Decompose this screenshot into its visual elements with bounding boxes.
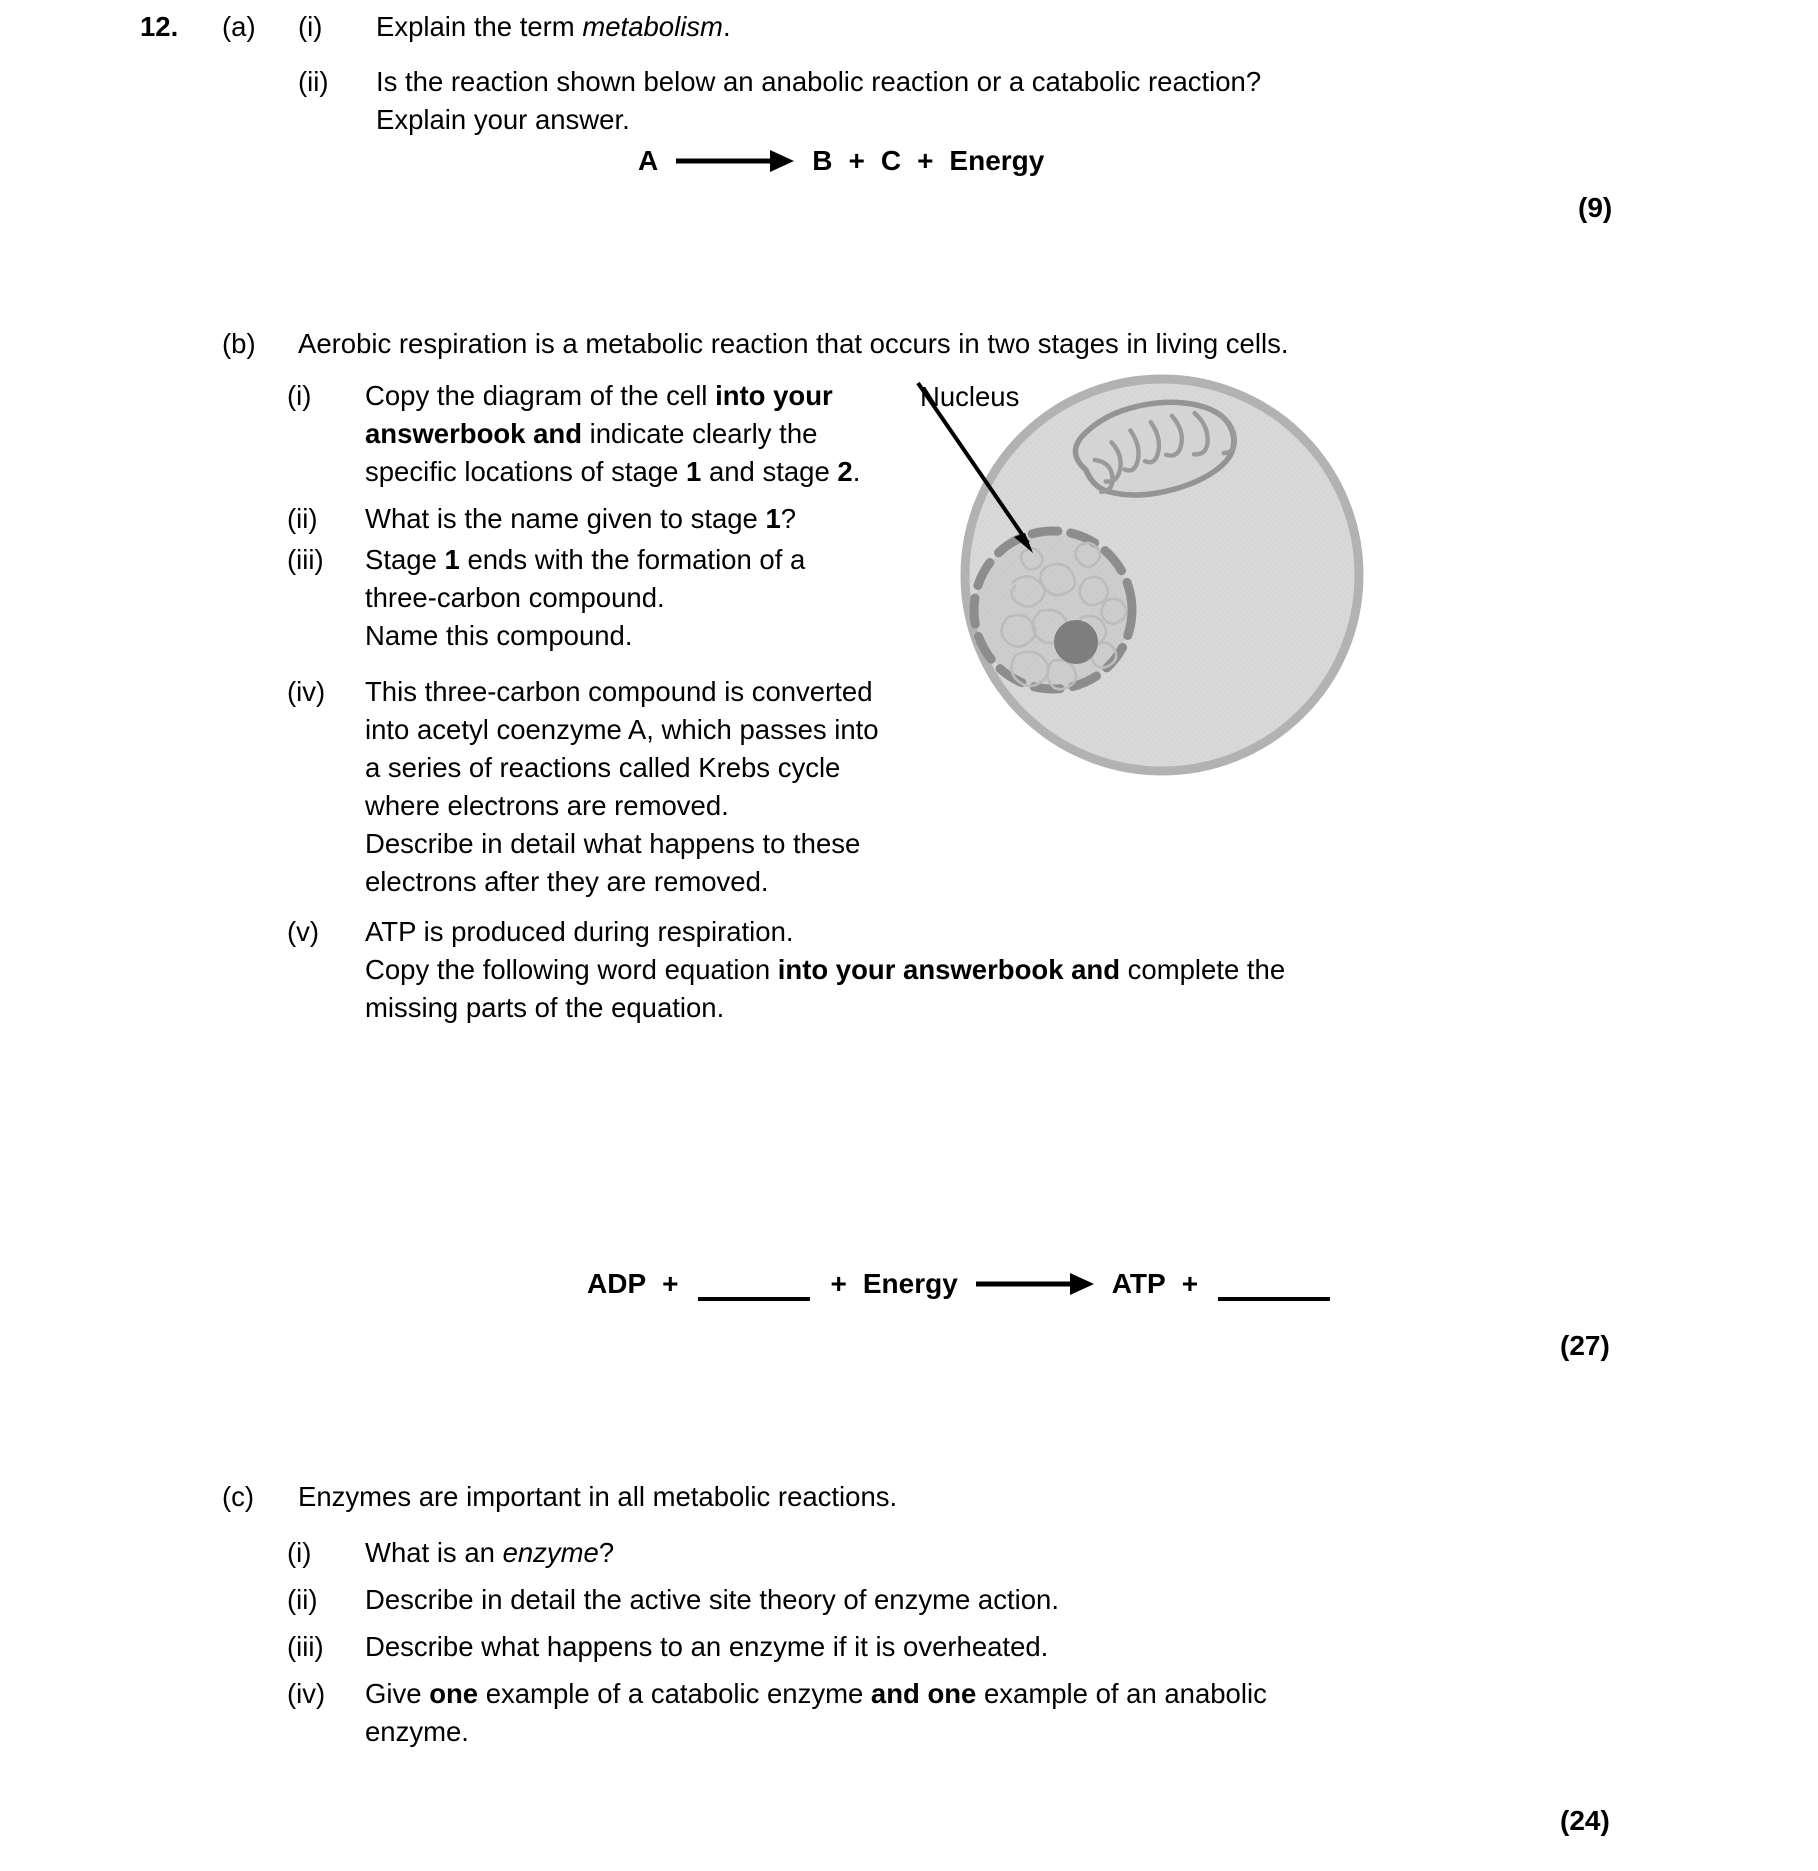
plus-sign: + [830, 1268, 847, 1299]
roman-b-i: (i) [287, 380, 312, 411]
text-run: specific locations of stage [365, 456, 687, 487]
row [287, 1534, 1547, 1572]
roman-b-iii: (iii) [287, 544, 324, 575]
part-b-i-text [365, 377, 907, 491]
marks-part-c: (24) [1560, 1805, 1610, 1836]
nucleolus [1054, 620, 1098, 664]
marks-part-a: (9) [1578, 192, 1613, 223]
text-line [365, 415, 907, 453]
part-a-item-ii [140, 63, 1540, 139]
text-line [365, 377, 907, 415]
part-c-item-ii [287, 1581, 1547, 1619]
text-run: Copy the following word equation [365, 954, 778, 985]
text-line [376, 8, 1540, 46]
text-line: Is the reaction shown below an anabolic reaction or a catabolic reaction? [376, 66, 1262, 97]
equation-catabolic [636, 145, 1046, 177]
part-c-item-iv [287, 1675, 1587, 1751]
blank-field-1[interactable] [698, 1271, 810, 1301]
row [287, 913, 1547, 1027]
row [287, 541, 907, 655]
product-b: B [812, 145, 833, 176]
text-line: Name this compound. [365, 620, 633, 651]
roman-c-iv: (iv) [287, 1678, 326, 1709]
part-b-iv-text [365, 673, 947, 901]
part-b-v-text [365, 913, 1547, 1027]
blank-field-2[interactable] [1218, 1271, 1330, 1301]
text-line: enzyme. [365, 1716, 469, 1747]
part-b-item-i [287, 377, 907, 491]
part-letter-a: (a) [222, 11, 256, 42]
text-run-bold: into your [715, 380, 833, 411]
product-atp: ATP [1111, 1268, 1166, 1299]
equation-atp [585, 1268, 1336, 1300]
part-c-iii-text: Describe what happens to an enzyme if it is overheated. [365, 1631, 1049, 1662]
text-line: three-carbon compound. [365, 582, 665, 613]
roman-a-i: (i) [298, 11, 323, 42]
text-run: . [852, 456, 861, 487]
text-run: Explain the term [376, 11, 583, 42]
part-c-stem-row [140, 1478, 1560, 1516]
text-run: ? [780, 503, 797, 534]
roman-b-iv: (iv) [287, 676, 326, 707]
row [287, 500, 907, 538]
row [287, 673, 947, 901]
roman-c-ii: (ii) [287, 1584, 318, 1615]
text-run-bold: 2 [837, 456, 853, 487]
part-b-item-iii [287, 541, 907, 655]
plus-sign: + [848, 145, 865, 176]
text-run-bold: and one [870, 1678, 977, 1709]
roman-b-ii: (ii) [287, 503, 318, 534]
text-run-bold: into your answerbook and [777, 954, 1121, 985]
text-line [365, 500, 907, 538]
text-run: What is an [365, 1537, 503, 1568]
part-c-stem-text: Enzymes are important in all metabolic reactions. [298, 1481, 898, 1512]
text-run: complete the [1120, 954, 1286, 985]
text-run-italic: metabolism [582, 11, 723, 42]
question-part-a [140, 8, 1540, 139]
cell-svg [900, 355, 1420, 785]
text-line: into acetyl coenzyme A, which passes into [365, 714, 879, 745]
text-run: Stage [365, 544, 445, 575]
text-line: missing parts of the equation. [365, 992, 725, 1023]
text-run: indicate clearly the [582, 418, 818, 449]
question-number: 12. [140, 11, 179, 42]
part-b-item-v [287, 913, 1547, 1027]
part-c-item-iii [287, 1628, 1547, 1666]
plus-sign: + [662, 1268, 679, 1299]
text-run-bold: 1 [686, 456, 702, 487]
row [287, 1581, 1547, 1619]
part-c-ii-text: Describe in detail the active site theory of enzyme action. [365, 1584, 1059, 1615]
text-run: . [722, 11, 731, 42]
part-b-item-iv [287, 673, 947, 901]
nucleus-label: Nucleus [920, 381, 1020, 412]
text-line: ATP is produced during respiration. [365, 916, 794, 947]
row [287, 377, 907, 491]
text-run: example of an anabolic [976, 1678, 1267, 1709]
text-line: Explain your answer. [376, 104, 630, 135]
roman-a-ii: (ii) [298, 66, 329, 97]
part-letter-c: (c) [222, 1481, 255, 1512]
part-a-ii-text [376, 63, 1540, 139]
text-run: and stage [701, 456, 838, 487]
question-part-c-stem [140, 1478, 1560, 1516]
text-run: ends with the formation of a [459, 544, 806, 575]
text-line [365, 1675, 1587, 1713]
part-c-iv-text [365, 1675, 1587, 1751]
roman-b-v: (v) [287, 916, 320, 947]
part-b-iii-text [365, 541, 907, 655]
part-a-i-text [376, 8, 1540, 46]
text-line [365, 951, 1547, 989]
part-b-item-ii [287, 500, 907, 538]
product-energy: Energy [949, 145, 1045, 176]
text-run-italic: enzyme [502, 1537, 599, 1568]
text-line [365, 1534, 1547, 1572]
text-run-bold: one [429, 1678, 479, 1709]
text-line: This three-carbon compound is converted [365, 676, 873, 707]
text-line [365, 541, 907, 579]
marks-part-b: (27) [1560, 1330, 1610, 1361]
text-run-bold: answerbook and [365, 418, 582, 449]
text-line [365, 453, 907, 491]
text-line: electrons after they are removed. [365, 866, 769, 897]
part-b-stem-text: Aerobic respiration is a metabolic reaction that occurs in two stages in living cells. [298, 328, 1289, 359]
text-run: example of a catabolic enzyme [478, 1678, 871, 1709]
right-arrow-icon [676, 158, 794, 164]
text-run-bold: 1 [765, 503, 781, 534]
roman-c-i: (i) [287, 1537, 312, 1568]
text-run: Give [365, 1678, 430, 1709]
reactant-adp: ADP [587, 1268, 647, 1299]
reactant-energy: Energy [862, 1268, 958, 1299]
right-arrow-icon [976, 1281, 1094, 1287]
part-letter-b: (b) [222, 328, 256, 359]
part-c-i-text [365, 1534, 1547, 1572]
product-c: C [880, 145, 902, 176]
plus-sign: + [1181, 1268, 1199, 1299]
text-line: Describe in detail what happens to these [365, 828, 861, 859]
text-run: ? [598, 1537, 615, 1568]
animal-cell-diagram [900, 355, 1420, 785]
part-b-ii-text [365, 500, 907, 538]
text-run-bold: 1 [444, 544, 460, 575]
roman-c-iii: (iii) [287, 1631, 324, 1662]
text-line: a series of reactions called Krebs cycle [365, 752, 841, 783]
text-run: What is the name given to stage [365, 503, 766, 534]
text-line: where electrons are removed. [365, 790, 729, 821]
row [287, 1675, 1587, 1751]
part-a-item-i [140, 8, 1540, 46]
row [287, 1628, 1547, 1666]
plus-sign: + [917, 145, 934, 176]
part-c-item-i [287, 1534, 1547, 1572]
reactant-a: A [638, 145, 659, 176]
text-run: Copy the diagram of the cell [365, 380, 716, 411]
